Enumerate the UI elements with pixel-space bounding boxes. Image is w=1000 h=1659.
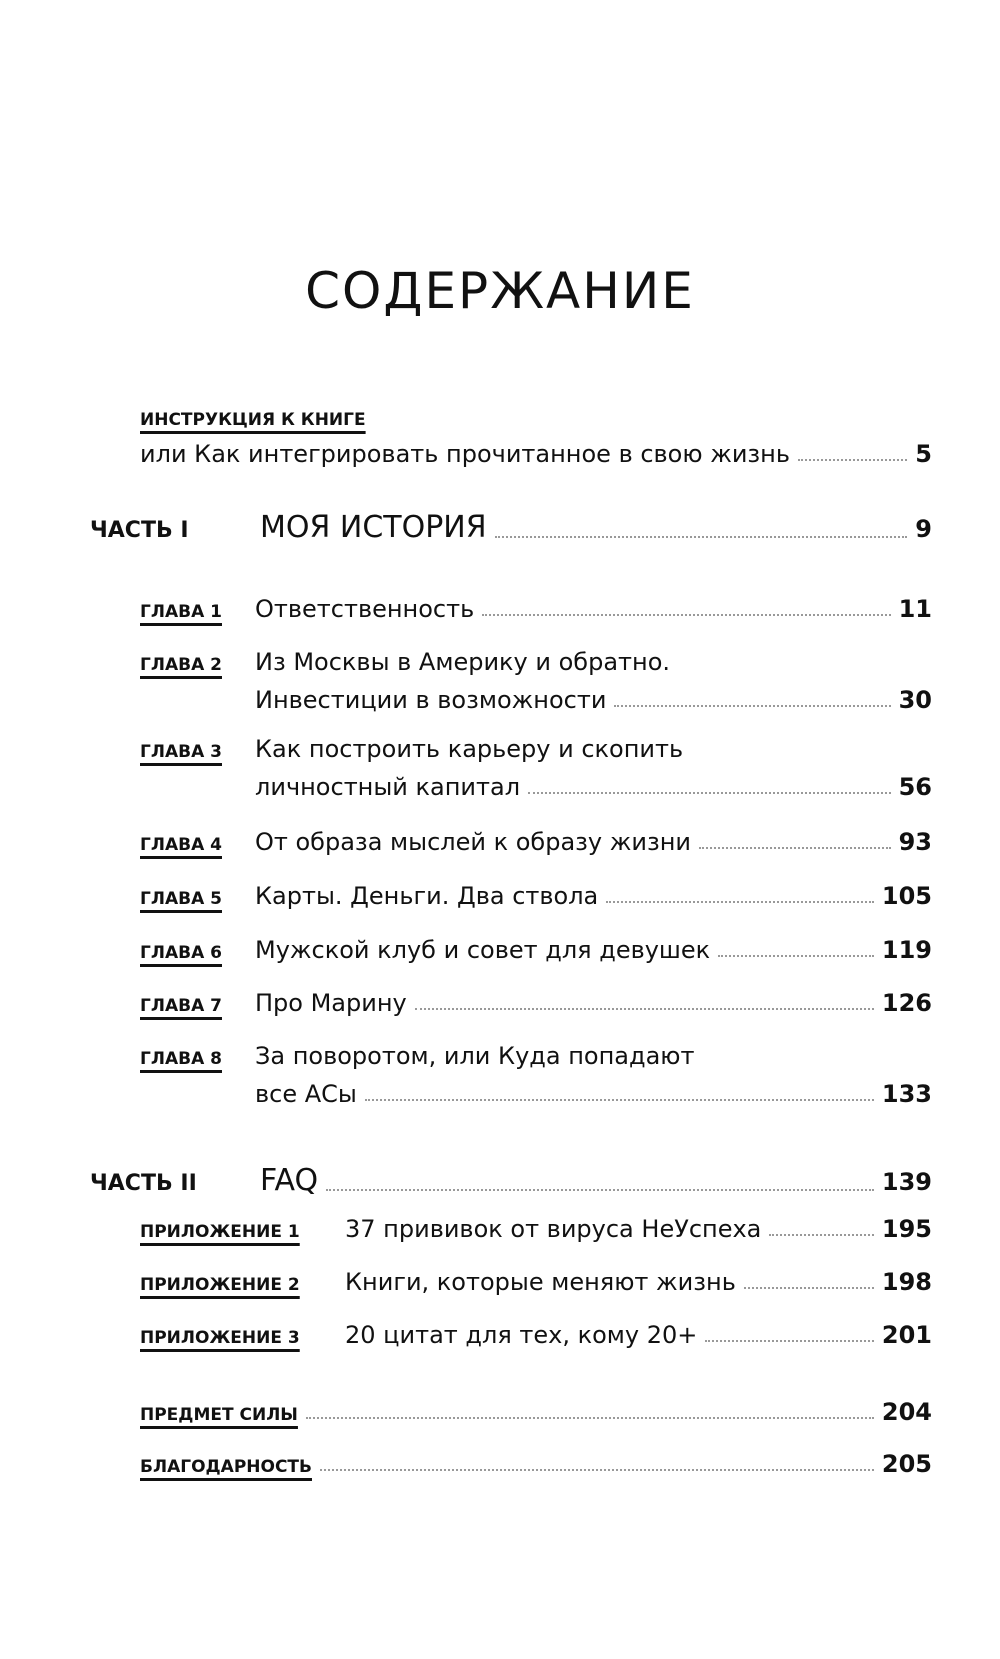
intro-label-row [140, 410, 366, 430]
leader-dots [528, 792, 891, 794]
leader-dots [365, 1099, 874, 1101]
part-label: ЧАСТЬ II [90, 1171, 197, 1196]
part-label: ЧАСТЬ I [90, 518, 189, 543]
part-title: МОЯ ИСТОРИЯ [260, 510, 487, 545]
entry-text: Из Москвы в Америку и обратно. [255, 648, 671, 676]
page-number: 195 [881, 1215, 932, 1243]
entry-text: Книги, которые меняют жизнь [345, 1268, 736, 1296]
appendix-label: ПРИЛОЖЕНИЕ 3 [140, 1328, 300, 1348]
page-title: СОДЕРЖАНИЕ [305, 262, 695, 320]
appendix-label: ПРИЛОЖЕНИЕ 2 [140, 1275, 300, 1295]
leader-dots [606, 901, 874, 903]
page-number: 139 [881, 1168, 932, 1196]
toc-entry-part2[interactable] [90, 1163, 932, 1198]
leader-dots [798, 459, 907, 461]
chapter-label: ГЛАВА 3 [140, 742, 222, 762]
page-number: 204 [881, 1398, 932, 1426]
chapter-label: ГЛАВА 2 [140, 655, 222, 675]
chapter-label: ГЛАВА 6 [140, 943, 222, 963]
part-title: FAQ [260, 1163, 319, 1198]
page-number: 198 [881, 1268, 932, 1296]
entry-text: Мужской клуб и совет для девушек [255, 936, 711, 964]
page-number: 205 [881, 1450, 932, 1478]
entry-text: все АСы [255, 1080, 357, 1108]
toc-entry-backmatter[interactable] [140, 1450, 932, 1478]
page-number: 119 [881, 936, 932, 964]
appendix-label: ПРИЛОЖЕНИЕ 1 [140, 1222, 300, 1242]
leader-dots [320, 1469, 874, 1471]
page-number: 11 [898, 595, 932, 623]
toc-entry-chapter-continued[interactable] [255, 686, 932, 714]
toc-entry-backmatter[interactable] [140, 1398, 932, 1426]
leader-dots [495, 536, 908, 538]
toc-entry-chapter[interactable] [140, 595, 932, 623]
leader-dots [614, 705, 890, 707]
backmatter-label: БЛАГОДАРНОСТЬ [140, 1457, 312, 1477]
toc-entry-chapter[interactable] [140, 1042, 932, 1070]
leader-dots [306, 1417, 874, 1419]
leader-dots [699, 847, 891, 849]
entry-text: От образа мыслей к образу жизни [255, 828, 692, 856]
toc-entry-chapter[interactable] [140, 936, 932, 964]
toc-entry-chapter[interactable] [140, 648, 932, 676]
page-number: 30 [898, 686, 932, 714]
chapter-label: ГЛАВА 4 [140, 835, 222, 855]
page-number: 105 [881, 882, 932, 910]
toc-entry-chapter[interactable] [140, 828, 932, 856]
chapter-label: ГЛАВА 8 [140, 1049, 222, 1069]
entry-text: личностный капитал [255, 773, 521, 801]
toc-entry-intro[interactable] [140, 440, 932, 468]
entry-text: Карты. Деньги. Два ствола [255, 882, 599, 910]
page-number: 93 [898, 828, 932, 856]
chapter-label: ГЛАВА 7 [140, 996, 222, 1016]
page-number: 5 [915, 440, 932, 468]
toc-entry-chapter[interactable] [140, 989, 932, 1017]
backmatter-label: ПРЕДМЕТ СИЛЫ [140, 1405, 298, 1425]
toc-entry-part1[interactable] [90, 510, 932, 545]
leader-dots [718, 955, 874, 957]
toc-entry-chapter-continued[interactable] [255, 1080, 932, 1108]
page-number: 126 [881, 989, 932, 1017]
intro-label: ИНСТРУКЦИЯ К КНИГЕ [140, 410, 366, 430]
leader-dots [415, 1008, 874, 1010]
page-number: 201 [881, 1321, 932, 1349]
leader-dots [482, 614, 890, 616]
toc-entry-chapter[interactable] [140, 882, 932, 910]
page-number: 56 [898, 773, 932, 801]
leader-dots [769, 1234, 874, 1236]
toc-entry-appendix[interactable] [140, 1268, 932, 1296]
page-number: 133 [881, 1080, 932, 1108]
leader-dots [744, 1287, 874, 1289]
toc-entry-chapter-continued[interactable] [255, 773, 932, 801]
entry-text: Инвестиции в возможности [255, 686, 607, 714]
entry-text: Как построить карьеру и скопить [255, 735, 684, 763]
entry-text: За поворотом, или Куда попадают [255, 1042, 695, 1070]
entry-text: 37 прививок от вируса НеУспеха [345, 1215, 762, 1243]
toc-entry-appendix[interactable] [140, 1215, 932, 1243]
entry-text: или Как интегрировать прочитанное в свою жизнь [140, 440, 791, 468]
entry-text: 20 цитат для тех, кому 20+ [345, 1321, 698, 1349]
page-number: 9 [915, 515, 932, 543]
leader-dots [705, 1340, 874, 1342]
entry-text: Ответственность [255, 595, 475, 623]
leader-dots [326, 1189, 874, 1191]
chapter-label: ГЛАВА 5 [140, 889, 222, 909]
toc-entry-chapter[interactable] [140, 735, 932, 763]
toc-entry-appendix[interactable] [140, 1321, 932, 1349]
chapter-label: ГЛАВА 1 [140, 602, 222, 622]
entry-text: Про Марину [255, 989, 407, 1017]
